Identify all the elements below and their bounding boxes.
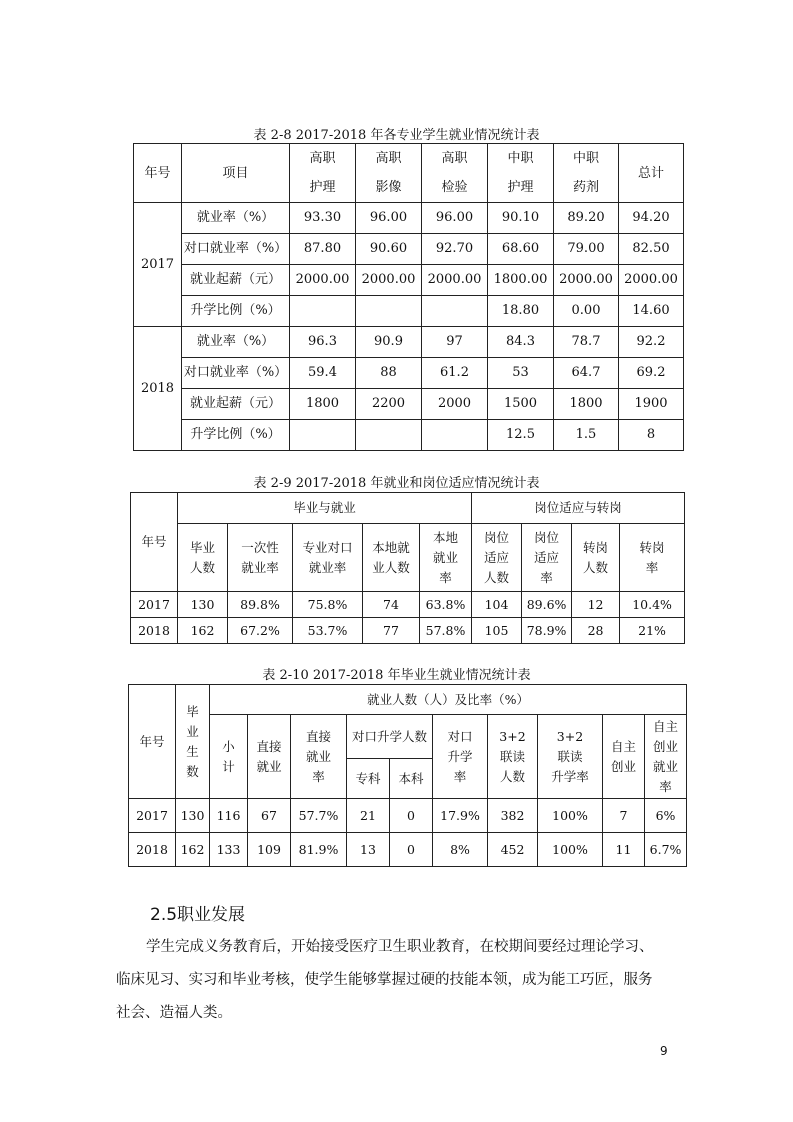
header-col: 一次性 就业率 [228,524,293,592]
cell: 2000.00 [619,265,684,296]
cell: 89.20 [554,203,619,234]
header-col: 岗位 适应 人数 [472,524,522,592]
table-row [134,296,684,327]
header-benke: 本科 [390,759,433,799]
table-2-8 [133,143,684,451]
cell: 100% [538,833,603,867]
cell [356,420,422,451]
cell: 12.5 [488,420,554,451]
header-self-employed: 自主 创业 [603,715,645,799]
header-col: 高职 护理 [290,144,356,203]
header-col: 高职 影像 [356,144,422,203]
row-label: 就业起薪（元） [182,265,290,296]
cell: 0 [390,799,433,833]
cell [290,420,356,451]
table2-group-row [131,493,685,524]
page-number: 9 [660,1044,668,1058]
cell: 133 [210,833,248,867]
cell: 84.3 [488,327,554,358]
cell: 382 [488,799,538,833]
row-label: 对口就业率（%） [182,358,290,389]
header-year: 年号 [134,144,182,203]
cell: 1900 [619,389,684,420]
cell: 57.8% [420,618,472,644]
row-label: 就业起薪（元） [182,389,290,420]
header-total: 总计 [619,144,684,203]
cell: 96.00 [356,203,422,234]
cell: 96.3 [290,327,356,358]
header-col: 专业对口 就业率 [293,524,363,592]
cell: 6% [645,799,687,833]
header-col: 毕业 人数 [178,524,228,592]
table-row [134,420,684,451]
header-further-rate: 对口 升学 率 [433,715,488,799]
row-label: 升学比例（%） [182,420,290,451]
cell: 67.2% [228,618,293,644]
cell [290,296,356,327]
cell: 21 [347,799,390,833]
cell: 88 [356,358,422,389]
row-label: 对口就业率（%） [182,234,290,265]
header-direct-rate: 直接 就业 率 [291,715,347,799]
cell: 92.70 [422,234,488,265]
header-col: 转岗 率 [620,524,685,592]
cell: 104 [472,592,522,618]
cell: 2000.00 [422,265,488,296]
table-row [134,203,684,234]
cell: 2000.00 [290,265,356,296]
cell: 109 [248,833,291,867]
cell: 2200 [356,389,422,420]
cell: 8% [433,833,488,867]
table-row [129,799,687,833]
cell: 2000 [422,389,488,420]
header-col: 转岗 人数 [572,524,620,592]
cell: 53 [488,358,554,389]
cell [356,296,422,327]
cell: 11 [603,833,645,867]
cell: 93.30 [290,203,356,234]
cell: 87.80 [290,234,356,265]
cell: 90.10 [488,203,554,234]
cell: 81.9% [291,833,347,867]
cell: 12 [572,592,620,618]
header-col: 本地 就业 率 [420,524,472,592]
table-row [134,265,684,296]
cell: 82.50 [619,234,684,265]
header-col: 高职 检验 [422,144,488,203]
cell: 21% [620,618,685,644]
table-row [134,358,684,389]
cell: 1800 [554,389,619,420]
header-col: 本地就 业人数 [363,524,420,592]
cell: 8 [619,420,684,451]
cell: 63.8% [420,592,472,618]
cell: 96.00 [422,203,488,234]
table1-caption: 表 2-8 2017-2018 年各专业学生就业情况统计表 [253,128,540,143]
cell: 28 [572,618,620,644]
cell: 130 [178,592,228,618]
cell: 1800 [290,389,356,420]
cell: 90.9 [356,327,422,358]
cell: 97 [422,327,488,358]
cell: 0.00 [554,296,619,327]
table-row [134,327,684,358]
cell: 10.4% [620,592,685,618]
year-cell: 2018 [131,618,178,644]
cell: 75.8% [293,592,363,618]
table-row [134,389,684,420]
paragraph-line: 社会、造福人类。 [116,1005,232,1021]
header-direct: 直接 就业 [248,715,291,799]
cell: 57.7% [291,799,347,833]
row-label: 升学比例（%） [182,296,290,327]
table2-header-row [131,524,685,592]
cell: 17.9% [433,799,488,833]
cell [422,420,488,451]
cell: 2000.00 [554,265,619,296]
table-2-10 [128,684,687,867]
table-row [134,234,684,265]
header-subtotal: 小 计 [210,715,248,799]
cell: 78.7 [554,327,619,358]
table3-caption: 表 2-10 2017-2018 年毕业生就业情况统计表 [262,668,531,683]
year-cell: 2017 [129,799,176,833]
cell: 92.2 [619,327,684,358]
header-further-study: 对口升学人数 [347,715,433,759]
cell: 105 [472,618,522,644]
year-cell: 2017 [134,203,182,327]
cell: 78.9% [522,618,572,644]
paragraph-line: 临床见习、实习和毕业考核，使学生能够掌握过硬的技能本领，成为能工巧匠，服务 [116,972,653,988]
table3-header-row [129,715,687,759]
group-employment: 毕业与就业 [178,493,472,524]
header-col: 岗位 适应 率 [522,524,572,592]
cell: 1.5 [554,420,619,451]
cell: 162 [176,833,210,867]
header-year: 年号 [129,685,176,799]
header-3plus2-rate: 3+2 联读 升学率 [538,715,603,799]
row-label: 就业率（%） [182,203,290,234]
header-year: 年号 [131,493,178,592]
cell: 61.2 [422,358,488,389]
header-grad-count: 毕 业 生 数 [176,685,210,799]
cell: 68.60 [488,234,554,265]
cell: 0 [390,833,433,867]
table-2-9 [130,492,685,644]
cell: 100% [538,799,603,833]
cell: 89.6% [522,592,572,618]
cell: 6.7% [645,833,687,867]
table1-header-row [134,144,684,203]
header-self-employed-rate: 自主 创业 就业 率 [645,715,687,799]
header-item: 项目 [182,144,290,203]
group-adaptation: 岗位适应与转岗 [472,493,685,524]
cell: 130 [176,799,210,833]
group-employment-count: 就业人数（人）及比率（%） [210,685,687,715]
year-cell: 2018 [129,833,176,867]
year-cell: 2017 [131,592,178,618]
cell: 7 [603,799,645,833]
header-zhuanke: 专科 [347,759,390,799]
cell: 13 [347,833,390,867]
cell: 18.80 [488,296,554,327]
paragraph-line: 学生完成义务教育后，开始接受医疗卫生职业教育，在校期间要经过理论学习、 [146,939,654,955]
header-col: 中职 药剂 [554,144,619,203]
cell: 1500 [488,389,554,420]
cell: 59.4 [290,358,356,389]
cell: 1800.00 [488,265,554,296]
header-3plus2-count: 3+2 联读 人数 [488,715,538,799]
cell: 67 [248,799,291,833]
table-row [131,618,685,644]
cell: 64.7 [554,358,619,389]
table2-caption: 表 2-9 2017-2018 年就业和岗位适应情况统计表 [253,476,540,491]
table-row [129,833,687,867]
cell: 53.7% [293,618,363,644]
cell: 452 [488,833,538,867]
cell: 89.8% [228,592,293,618]
cell: 14.60 [619,296,684,327]
table3-group-row [129,685,687,715]
cell: 2000.00 [356,265,422,296]
cell: 162 [178,618,228,644]
cell: 79.00 [554,234,619,265]
table-row [131,592,685,618]
cell: 69.2 [619,358,684,389]
cell: 74 [363,592,420,618]
cell [422,296,488,327]
cell: 94.20 [619,203,684,234]
cell: 77 [363,618,420,644]
year-cell: 2018 [134,327,182,451]
section-heading: 2.5职业发展 [150,905,246,925]
row-label: 就业率（%） [182,327,290,358]
cell: 116 [210,799,248,833]
header-col: 中职 护理 [488,144,554,203]
cell: 90.60 [356,234,422,265]
